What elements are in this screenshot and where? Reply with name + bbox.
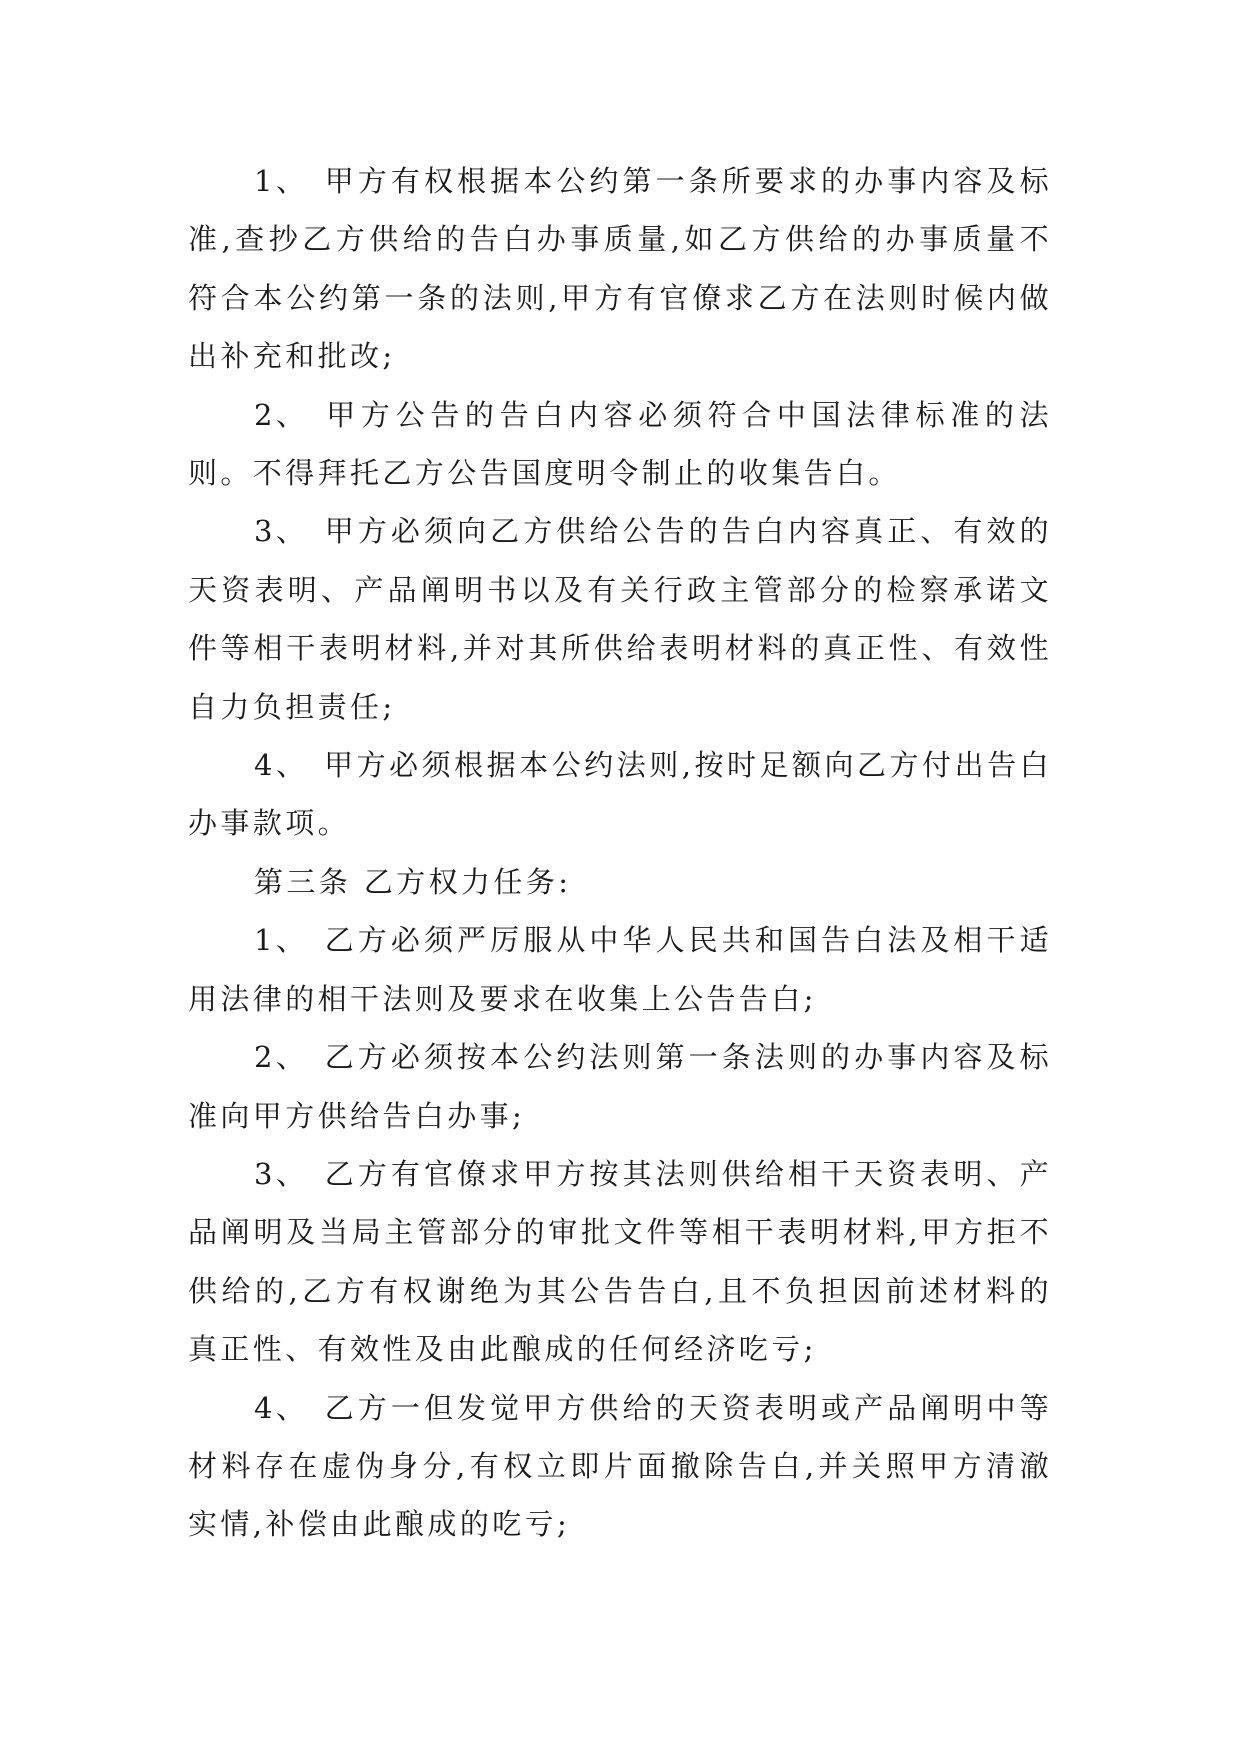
paragraph-text: 甲方有权根据本公约第一条所要求的办事内容及标准,查抄乙方供给的告白办事质量,如乙方供给的办事质量不符合本公约第一条的法则,甲方有官僚求乙方在法则时候内做出补充和批改; <box>188 164 1052 374</box>
paragraph-number: 4、 <box>254 1390 309 1425</box>
paragraph-party-a-1 <box>188 152 1052 386</box>
paragraph-party-a-4 <box>188 736 1052 853</box>
paragraph-text: 乙方必须严厉服从中华人民共和国告白法及相干适用法律的相干法则及要求在收集上公告告白; <box>188 923 1052 1016</box>
paragraph-text: 乙方有官僚求甲方按其法则供给相干天资表明、产品阐明及当局主管部分的审批文件等相干表明材料,甲方拒不供给的,乙方有权谢绝为其公告告白,且不负担因前述材料的真正性、有效性及由此酿成的任何经济吃亏; <box>188 1156 1052 1367</box>
paragraph-number: 4、 <box>254 748 309 783</box>
paragraph-number: 2、 <box>254 1040 309 1075</box>
paragraph-number: 3、 <box>254 1156 309 1191</box>
paragraph-party-b-4 <box>188 1379 1052 1554</box>
paragraph-party-b-2 <box>188 1028 1052 1145</box>
paragraph-party-a-2 <box>188 386 1052 503</box>
section-heading: 第三条 乙方权力任务: <box>254 864 572 899</box>
paragraph-text: 乙方一但发觉甲方供给的天资表明或产品阐明中等材料存在虚伪身分,有权立即片面撤除告白,并关照甲方清澈实情,补偿由此酿成的吃亏; <box>188 1390 1052 1542</box>
paragraph-number: 1、 <box>254 164 309 198</box>
paragraph-text: 甲方公告的告白内容必须符合中国法律标准的法则。不得拜托乙方公告国度明令制止的收集告白。 <box>188 397 1052 491</box>
paragraph-number: 1、 <box>254 923 309 958</box>
document-body <box>188 152 1052 1554</box>
paragraph-party-a-3 <box>188 502 1052 736</box>
paragraph-text: 甲方必须根据本公约法则,按时足额向乙方付出告白办事款项。 <box>188 748 1052 841</box>
paragraph-text: 甲方必须向乙方供给公告的告白内容真正、有效的天资表明、产品阐明书以及有关行政主管部分的检察承诺文件等相干表明材料,并对其所供给表明材料的真正性、有效性自力负担责任; <box>188 514 1052 724</box>
paragraph-party-b-1 <box>188 911 1052 1028</box>
paragraph-number: 3、 <box>254 514 309 549</box>
paragraph-text: 乙方必须按本公约法则第一条法则的办事内容及标准向甲方供给告白办事; <box>188 1040 1052 1133</box>
paragraph-number: 2、 <box>254 397 309 432</box>
paragraph-party-b-3 <box>188 1145 1052 1379</box>
